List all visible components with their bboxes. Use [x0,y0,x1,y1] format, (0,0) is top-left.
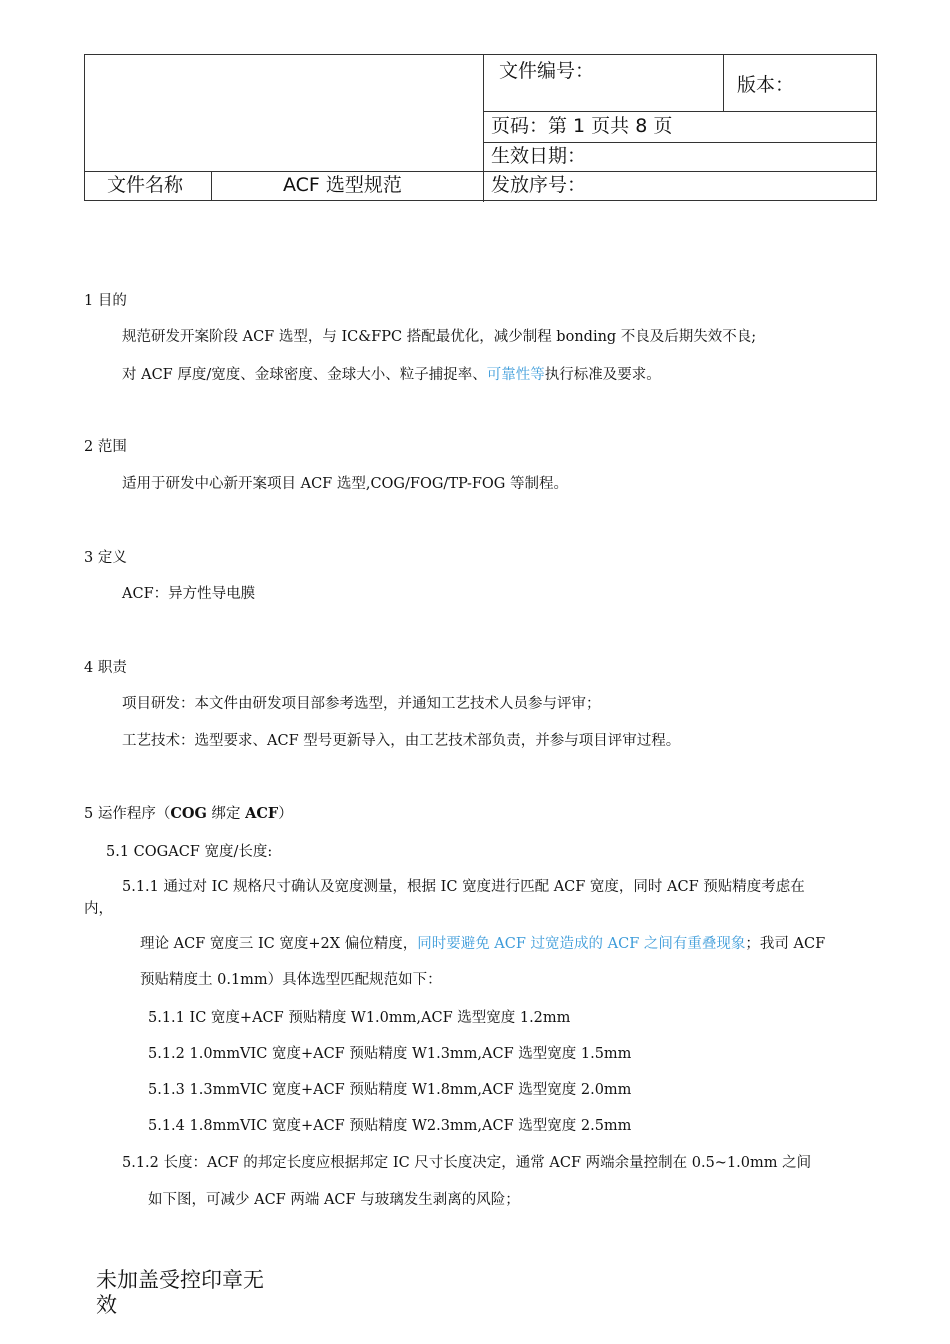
doc-name-value: ACF 选型规范 [283,174,402,196]
uncontrolled-stamp-note: 未加盖受控印章无效 [96,1268,264,1318]
divider [483,142,877,143]
section-2-title: 2 范围 [84,439,127,455]
doc-number-label: 文件编号： [499,60,595,82]
bold-text: COG [170,805,207,822]
text-span: 绑定 [206,806,246,822]
text-span: 5 运作程序（ [84,806,171,822]
rule-item: 5.1.4 1.8mmVIC 宽度+ACF 预贴精度 W2.3mm,ACF 选型宽度 2.5mm [148,1118,632,1134]
divider [211,171,212,201]
text-span: 对 ACF 厚度/宽度、金球密度、金球大小、粒子捕捉率、 [122,367,487,383]
section-1-title: 1 目的 [84,293,127,309]
section-4-paragraph-1: 项目研发：本文件由研发项目部参考选型，并通知工艺技术人员参与评审； [122,696,601,712]
highlighted-text: 同时要避免 ACF 过宽造成的 ACF 之间有重叠现象 [417,936,746,952]
bold-text: ACF [245,805,279,822]
section-4-paragraph-2: 工艺技术：选型要求、ACF 型号更新导入，由工艺技术部负责，并参与项目评审过程。 [122,733,681,749]
section-1-paragraph-1: 规范研发开案阶段 ACF 选型，与 IC&FPC 搭配最优化，减少制程 bonding 不良及后期失效不良; [122,329,757,345]
text-span: ） [278,806,293,822]
rule-item: 5.1.1 IC 宽度+ACF 预贴精度 W1.0mm,ACF 选型宽度 1.2mm [148,1010,571,1026]
highlighted-text: 可靠性等 [486,367,545,383]
section-3-paragraph-1: ACF：异方性导电膜 [122,586,256,602]
subsection-5-1-2-line-1: 5.1.2 长度：ACF 的邦定长度应根据邦定 IC 尺寸长度决定，通常 ACF 两端余量控制在 0.5~1.0mm 之间 [122,1155,812,1171]
section-5-title [84,807,293,822]
subsection-5-1-1-line-3 [140,937,825,952]
subsection-5-1-1-line-4: 预贴精度土 0.1mm）具体选型匹配规范如下： [140,972,442,988]
text-span: 理论 ACF 宽度三 IC 宽度+2X 偏位精度， [140,936,418,952]
issue-no-label: 发放序号： [491,174,587,196]
subsection-5-1-2-line-2: 如下图，可减少 ACF 两端 ACF 与玻璃发生剥离的风险； [148,1192,520,1208]
page-label: 页码：第 1 页共 8 页 [491,115,673,137]
subsection-5-1-1-line-1: 5.1.1 通过对 IC 规格尺寸确认及宽度测量，根据 IC 宽度进行匹配 ACF 宽度，同时 ACF 预贴精度考虑在 [122,879,805,895]
section-4-title: 4 职责 [84,660,127,676]
divider [483,111,877,112]
text-span: 执行标准及要求。 [544,367,661,383]
effective-date-label: 生效日期： [491,145,587,167]
version-label: 版本： [737,74,795,96]
text-span: ；我司 ACF [745,936,826,952]
divider [85,171,877,172]
divider [723,55,724,111]
rule-item: 5.1.3 1.3mmVIC 宽度+ACF 预贴精度 W1.8mm,ACF 选型宽度 2.0mm [148,1082,632,1098]
section-1-paragraph-2 [122,368,661,383]
rule-item: 5.1.2 1.0mmVIC 宽度+ACF 预贴精度 W1.3mm,ACF 选型宽度 1.5mm [148,1046,632,1062]
document-header-table [84,54,877,201]
section-2-paragraph-1: 适用于研发中心新开案项目 ACF 选型,COG/FOG/TP-FOG 等制程。 [122,476,568,492]
subsection-5-1-1-line-2: 内， [84,901,113,917]
divider [483,55,484,202]
section-3-title: 3 定义 [84,550,127,566]
doc-name-label: 文件名称 [107,174,184,196]
subsection-5-1: 5.1 COGACF 宽度/长度: [106,844,273,860]
